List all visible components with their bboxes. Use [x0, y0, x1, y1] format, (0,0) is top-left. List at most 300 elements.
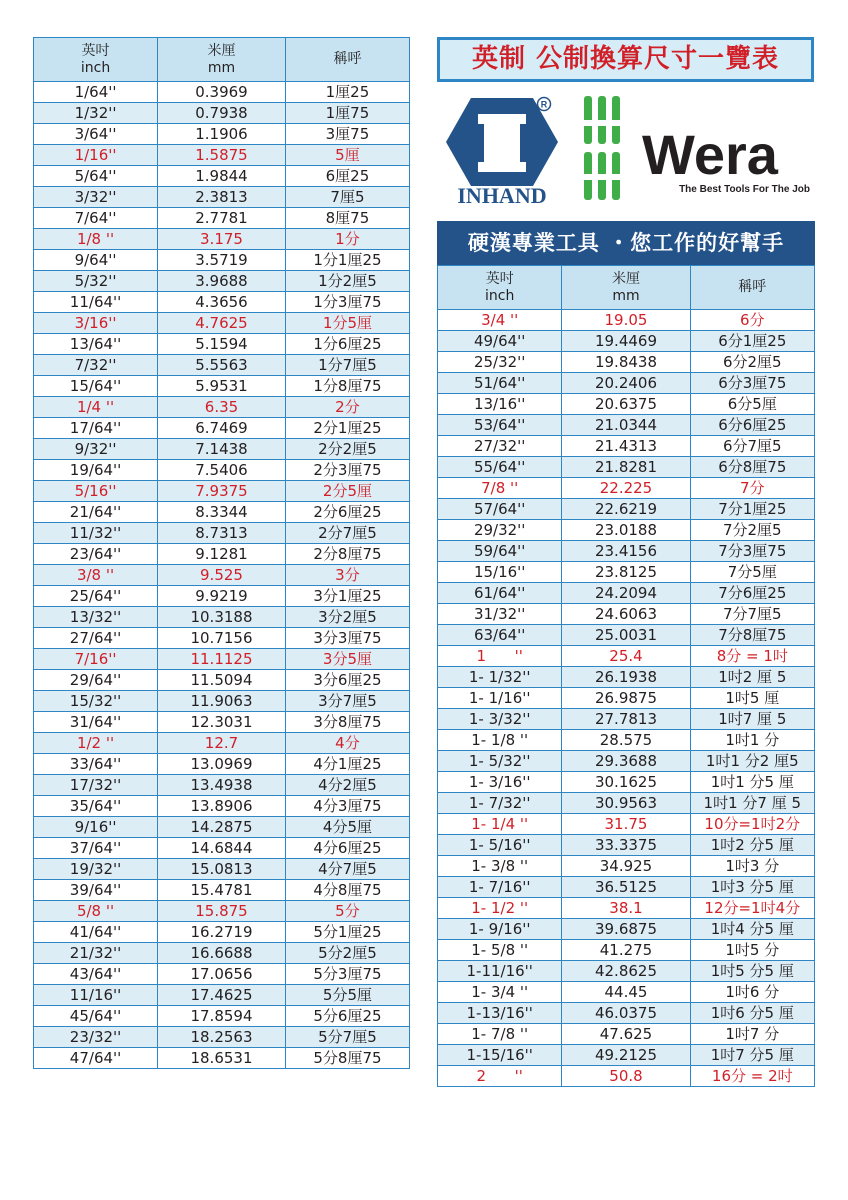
mm-cell: 14.2875: [158, 817, 286, 838]
table-row: [438, 856, 815, 877]
mm-cell: 23.0188: [562, 520, 690, 541]
inch-cell: 1- 5/8 '': [438, 940, 562, 961]
name-cell: 6分5厘: [690, 394, 814, 415]
inch-cell: 5/8 '': [34, 901, 158, 922]
name-cell: 3分7厘5: [285, 691, 409, 712]
inch-cell: 39/64'': [34, 880, 158, 901]
mm-cell: 34.925: [562, 856, 690, 877]
mm-cell: 12.7: [158, 733, 286, 754]
table-row: [34, 271, 410, 292]
name-cell: 8厘75: [285, 208, 409, 229]
mm-cell: 1.5875: [158, 145, 286, 166]
table-row: [34, 502, 410, 523]
table-row: [34, 733, 410, 754]
inch-cell: 31/32'': [438, 604, 562, 625]
mm-cell: 19.8438: [562, 352, 690, 373]
mm-cell: 17.4625: [158, 985, 286, 1006]
mm-cell: 9.1281: [158, 544, 286, 565]
mm-cell: 15.875: [158, 901, 286, 922]
table-row: [438, 793, 815, 814]
table-row: [438, 751, 815, 772]
mm-cell: 4.7625: [158, 313, 286, 334]
mm-cell: 29.3688: [562, 751, 690, 772]
inch-cell: 7/8 '': [438, 478, 562, 499]
inch-cell: 59/64'': [438, 541, 562, 562]
name-cell: 5分3厘75: [285, 964, 409, 985]
mm-cell: 24.6063: [562, 604, 690, 625]
inch-cell: 29/64'': [34, 670, 158, 691]
name-cell: 7分: [690, 478, 814, 499]
mm-cell: 15.0813: [158, 859, 286, 880]
name-cell: 4分2厘5: [285, 775, 409, 796]
inch-cell: 3/16'': [34, 313, 158, 334]
inch-cell: 15/64'': [34, 376, 158, 397]
table-row: [34, 1006, 410, 1027]
mm-cell: 14.6844: [158, 838, 286, 859]
inch-cell: 5/64'': [34, 166, 158, 187]
table-row: [34, 481, 410, 502]
inch-cell: 1-13/16'': [438, 1003, 562, 1024]
mm-cell: 10.7156: [158, 628, 286, 649]
table-row: [34, 985, 410, 1006]
table-row: [438, 919, 815, 940]
name-cell: 5分: [285, 901, 409, 922]
table-row: [34, 166, 410, 187]
name-cell: 6分8厘75: [690, 457, 814, 478]
inch-cell: 1- 1/32'': [438, 667, 562, 688]
name-cell: 1分5厘: [285, 313, 409, 334]
inch-cell: 21/64'': [34, 502, 158, 523]
name-cell: 1吋6 分: [690, 982, 814, 1003]
name-cell: 7分6厘25: [690, 583, 814, 604]
name-cell: 3分: [285, 565, 409, 586]
mm-cell: 3.9688: [158, 271, 286, 292]
table-row: [34, 859, 410, 880]
name-cell: 4分: [285, 733, 409, 754]
inch-cell: 15/32'': [34, 691, 158, 712]
name-cell: 1吋1 分5 厘: [690, 772, 814, 793]
mm-cell: 18.6531: [158, 1048, 286, 1069]
mm-cell: 12.3031: [158, 712, 286, 733]
inch-cell: 33/64'': [34, 754, 158, 775]
table-row: [438, 646, 815, 667]
name-cell: 6分3厘75: [690, 373, 814, 394]
table-row: [438, 394, 815, 415]
inch-cell: 29/32'': [438, 520, 562, 541]
name-cell: 16分 = 2吋: [690, 1066, 814, 1087]
table-row: [438, 961, 815, 982]
inch-cell: 1/16'': [34, 145, 158, 166]
inch-cell: 51/64'': [438, 373, 562, 394]
name-cell: 6分1厘25: [690, 331, 814, 352]
name-cell: 1吋7 分: [690, 1024, 814, 1045]
inch-cell: 3/8 '': [34, 565, 158, 586]
inch-cell: 35/64'': [34, 796, 158, 817]
wera-logo: [578, 92, 814, 207]
inch-cell: 27/32'': [438, 436, 562, 457]
inch-cell: 1- 1/4 '': [438, 814, 562, 835]
mm-cell: 16.6688: [158, 943, 286, 964]
inch-cell: 43/64'': [34, 964, 158, 985]
inch-cell: 1-11/16'': [438, 961, 562, 982]
name-cell: 5厘: [285, 145, 409, 166]
inch-cell: 61/64'': [438, 583, 562, 604]
name-cell: 2分3厘75: [285, 460, 409, 481]
name-cell: 1分8厘75: [285, 376, 409, 397]
inch-cell: 3/4 '': [438, 310, 562, 331]
table-row: [438, 310, 815, 331]
name-cell: 4分5厘: [285, 817, 409, 838]
mm-cell: 25.4: [562, 646, 690, 667]
name-cell: 7分3厘75: [690, 541, 814, 562]
name-cell: 6分7厘5: [690, 436, 814, 457]
name-cell: 3分8厘75: [285, 712, 409, 733]
table-row: [34, 1027, 410, 1048]
table-row: [438, 667, 815, 688]
name-cell: 2分8厘75: [285, 544, 409, 565]
inch-cell: 3/32'': [34, 187, 158, 208]
name-cell: 2分5厘: [285, 481, 409, 502]
name-cell: 1吋5 分: [690, 940, 814, 961]
name-cell: 1吋5 厘: [690, 688, 814, 709]
inch-cell: 1/32'': [34, 103, 158, 124]
name-cell: 4分7厘5: [285, 859, 409, 880]
mm-cell: 5.9531: [158, 376, 286, 397]
table-header-row: [34, 38, 410, 82]
table-header-row: [438, 266, 815, 310]
name-cell: 1分2厘5: [285, 271, 409, 292]
inch-cell: 9/64'': [34, 250, 158, 271]
inch-cell: 53/64'': [438, 415, 562, 436]
name-cell: 7厘5: [285, 187, 409, 208]
mm-cell: 26.1938: [562, 667, 690, 688]
table-row: [438, 1024, 815, 1045]
inch-cell: 15/16'': [438, 562, 562, 583]
table-row: [34, 187, 410, 208]
mm-cell: 13.0969: [158, 754, 286, 775]
table-row: [34, 145, 410, 166]
inch-cell: 31/64'': [34, 712, 158, 733]
name-cell: 7分7厘5: [690, 604, 814, 625]
inch-cell: 13/32'': [34, 607, 158, 628]
mm-cell: 2.3813: [158, 187, 286, 208]
inch-cell: 2 '': [438, 1066, 562, 1087]
table-row: [438, 688, 815, 709]
mm-cell: 47.625: [562, 1024, 690, 1045]
inch-cell: 25/64'': [34, 586, 158, 607]
table-row: [438, 772, 815, 793]
mm-cell: 10.3188: [158, 607, 286, 628]
name-cell: 1分6厘25: [285, 334, 409, 355]
mm-cell: 21.4313: [562, 436, 690, 457]
name-cell: 1吋5 分5 厘: [690, 961, 814, 982]
inch-cell: 63/64'': [438, 625, 562, 646]
inch-cell: 55/64'': [438, 457, 562, 478]
table-row: [34, 229, 410, 250]
inch-cell: 1- 7/32'': [438, 793, 562, 814]
name-cell: 1吋1 分2 厘5: [690, 751, 814, 772]
name-cell: 3分1厘25: [285, 586, 409, 607]
table-row: [34, 418, 410, 439]
wera-wordmark: Wera: [642, 123, 778, 186]
inch-cell: 49/64'': [438, 331, 562, 352]
inch-cell: 47/64'': [34, 1048, 158, 1069]
mm-cell: 24.2094: [562, 583, 690, 604]
name-cell: 3分6厘25: [285, 670, 409, 691]
table-row: [438, 877, 815, 898]
inch-cell: 1/4 '': [34, 397, 158, 418]
column-header-mm: 米厘 mm: [562, 266, 690, 310]
column-header-name: 稱呼: [285, 38, 409, 82]
name-cell: 1吋6 分5 厘: [690, 1003, 814, 1024]
name-cell: 1分7厘5: [285, 355, 409, 376]
mm-cell: 13.4938: [158, 775, 286, 796]
name-cell: 2分7厘5: [285, 523, 409, 544]
table-row: [34, 922, 410, 943]
name-cell: 1厘75: [285, 103, 409, 124]
name-cell: 3分5厘: [285, 649, 409, 670]
mm-cell: 25.0031: [562, 625, 690, 646]
inch-cell: 5/16'': [34, 481, 158, 502]
table-row: [34, 628, 410, 649]
mm-cell: 9.9219: [158, 586, 286, 607]
mm-cell: 11.9063: [158, 691, 286, 712]
inch-cell: 45/64'': [34, 1006, 158, 1027]
table-row: [438, 373, 815, 394]
column-header-inch: 英吋 inch: [438, 266, 562, 310]
mm-cell: 21.8281: [562, 457, 690, 478]
inch-cell: 19/64'': [34, 460, 158, 481]
name-cell: 6厘25: [285, 166, 409, 187]
mm-cell: 20.2406: [562, 373, 690, 394]
slogan-banner: 硬漢專業工具 ・您工作的好幫手: [437, 221, 815, 265]
name-cell: 4分3厘75: [285, 796, 409, 817]
inhand-logo: [440, 92, 565, 207]
table-row: [34, 313, 410, 334]
mm-cell: 19.05: [562, 310, 690, 331]
inch-cell: 1- 3/16'': [438, 772, 562, 793]
name-cell: 2分: [285, 397, 409, 418]
inch-cell: 1- 7/8 '': [438, 1024, 562, 1045]
mm-cell: 6.7469: [158, 418, 286, 439]
name-cell: 7分8厘75: [690, 625, 814, 646]
table-row: [438, 982, 815, 1003]
mm-cell: 28.575: [562, 730, 690, 751]
wera-stripes-icon: [582, 96, 622, 200]
mm-cell: 1.9844: [158, 166, 286, 187]
table-row: [34, 901, 410, 922]
inch-cell: 1/8 '': [34, 229, 158, 250]
name-cell: 6分: [690, 310, 814, 331]
inch-cell: 27/64'': [34, 628, 158, 649]
table-row: [438, 730, 815, 751]
inch-cell: 7/32'': [34, 355, 158, 376]
mm-cell: 30.1625: [562, 772, 690, 793]
mm-cell: 23.8125: [562, 562, 690, 583]
name-cell: 12分=1吋4分: [690, 898, 814, 919]
inch-cell: 7/64'': [34, 208, 158, 229]
table-row: [34, 460, 410, 481]
mm-cell: 19.4469: [562, 331, 690, 352]
name-cell: 7分5厘: [690, 562, 814, 583]
table-row: [34, 817, 410, 838]
table-row: [34, 670, 410, 691]
name-cell: 3分3厘75: [285, 628, 409, 649]
mm-cell: 11.1125: [158, 649, 286, 670]
mm-cell: 1.1906: [158, 124, 286, 145]
table-row: [34, 82, 410, 103]
table-row: [438, 814, 815, 835]
name-cell: 5分5厘: [285, 985, 409, 1006]
mm-cell: 50.8: [562, 1066, 690, 1087]
inch-cell: 21/32'': [34, 943, 158, 964]
table-row: [34, 565, 410, 586]
mm-cell: 3.5719: [158, 250, 286, 271]
name-cell: 1厘25: [285, 82, 409, 103]
mm-cell: 0.7938: [158, 103, 286, 124]
inch-cell: 41/64'': [34, 922, 158, 943]
mm-cell: 15.4781: [158, 880, 286, 901]
mm-cell: 33.3375: [562, 835, 690, 856]
mm-cell: 5.1594: [158, 334, 286, 355]
table-row: [34, 397, 410, 418]
table-row: [438, 1003, 815, 1024]
name-cell: 4分8厘75: [285, 880, 409, 901]
table-row: [34, 1048, 410, 1069]
inch-cell: 9/32'': [34, 439, 158, 460]
svg-text:R: R: [540, 99, 548, 110]
inch-cell: 1- 7/16'': [438, 877, 562, 898]
mm-cell: 7.1438: [158, 439, 286, 460]
mm-cell: 31.75: [562, 814, 690, 835]
conversion-table-right: [437, 265, 815, 1087]
inch-cell: 9/16'': [34, 817, 158, 838]
mm-cell: 30.9563: [562, 793, 690, 814]
mm-cell: 41.275: [562, 940, 690, 961]
table-row: [34, 712, 410, 733]
table-row: [438, 520, 815, 541]
inch-cell: 37/64'': [34, 838, 158, 859]
table-row: [438, 499, 815, 520]
name-cell: 5分7厘5: [285, 1027, 409, 1048]
column-header-mm: 米厘 mm: [158, 38, 286, 82]
table-row: [34, 124, 410, 145]
inch-cell: 13/16'': [438, 394, 562, 415]
table-row: [34, 943, 410, 964]
table-row: [34, 838, 410, 859]
name-cell: 1吋1 分7 厘 5: [690, 793, 814, 814]
name-cell: 1吋2 厘 5: [690, 667, 814, 688]
table-row: [438, 835, 815, 856]
mm-cell: 11.5094: [158, 670, 286, 691]
name-cell: 1分3厘75: [285, 292, 409, 313]
inch-cell: 1- 3/4 '': [438, 982, 562, 1003]
name-cell: 2分1厘25: [285, 418, 409, 439]
mm-cell: 39.6875: [562, 919, 690, 940]
name-cell: 7分1厘25: [690, 499, 814, 520]
table-row: [438, 583, 815, 604]
mm-cell: 7.9375: [158, 481, 286, 502]
inch-cell: 1- 1/2 '': [438, 898, 562, 919]
inch-cell: 11/64'': [34, 292, 158, 313]
table-row: [34, 754, 410, 775]
name-cell: 1吋7 分5 厘: [690, 1045, 814, 1066]
table-row: [438, 625, 815, 646]
inch-cell: 1- 9/16'': [438, 919, 562, 940]
table-row: [438, 331, 815, 352]
table-row: [34, 544, 410, 565]
table-row: [34, 208, 410, 229]
table-row: [34, 334, 410, 355]
name-cell: 5分1厘25: [285, 922, 409, 943]
table-row: [438, 1066, 815, 1087]
inhand-wordmark: INHAND: [457, 183, 547, 207]
name-cell: 5分8厘75: [285, 1048, 409, 1069]
inch-cell: 11/32'': [34, 523, 158, 544]
inch-cell: 13/64'': [34, 334, 158, 355]
mm-cell: 16.2719: [158, 922, 286, 943]
name-cell: 3分2厘5: [285, 607, 409, 628]
inch-cell: 17/64'': [34, 418, 158, 439]
table-row: [34, 439, 410, 460]
inch-cell: 1 '': [438, 646, 562, 667]
name-cell: 7分2厘5: [690, 520, 814, 541]
table-row: [438, 709, 815, 730]
inch-cell: 1- 5/16'': [438, 835, 562, 856]
table-row: [34, 775, 410, 796]
page-title: 英制 公制換算尺寸一覽表: [437, 37, 814, 82]
inch-cell: 1- 1/8 '': [438, 730, 562, 751]
mm-cell: 2.7781: [158, 208, 286, 229]
name-cell: 5分6厘25: [285, 1006, 409, 1027]
mm-cell: 18.2563: [158, 1027, 286, 1048]
inch-cell: 1/64'': [34, 82, 158, 103]
table-row: [438, 562, 815, 583]
inch-cell: 7/16'': [34, 649, 158, 670]
mm-cell: 9.525: [158, 565, 286, 586]
inch-cell: 5/32'': [34, 271, 158, 292]
inch-cell: 1-15/16'': [438, 1045, 562, 1066]
table-row: [438, 898, 815, 919]
name-cell: 1分: [285, 229, 409, 250]
table-row: [34, 103, 410, 124]
table-row: [34, 376, 410, 397]
inch-cell: 1- 5/32'': [438, 751, 562, 772]
mm-cell: 26.9875: [562, 688, 690, 709]
mm-cell: 38.1: [562, 898, 690, 919]
table-row: [34, 796, 410, 817]
name-cell: 3厘75: [285, 124, 409, 145]
table-row: [438, 940, 815, 961]
table-row: [438, 457, 815, 478]
name-cell: 4分1厘25: [285, 754, 409, 775]
inch-cell: 1- 1/16'': [438, 688, 562, 709]
inch-cell: 23/32'': [34, 1027, 158, 1048]
table-row: [34, 355, 410, 376]
column-header-name: 稱呼: [690, 266, 814, 310]
table-row: [438, 541, 815, 562]
inch-cell: 23/64'': [34, 544, 158, 565]
mm-cell: 21.0344: [562, 415, 690, 436]
inch-cell: 17/32'': [34, 775, 158, 796]
table-row: [438, 604, 815, 625]
name-cell: 1分1厘25: [285, 250, 409, 271]
mm-cell: 23.4156: [562, 541, 690, 562]
inch-cell: 1- 3/32'': [438, 709, 562, 730]
table-row: [34, 586, 410, 607]
name-cell: 1吋3 分5 厘: [690, 877, 814, 898]
mm-cell: 20.6375: [562, 394, 690, 415]
